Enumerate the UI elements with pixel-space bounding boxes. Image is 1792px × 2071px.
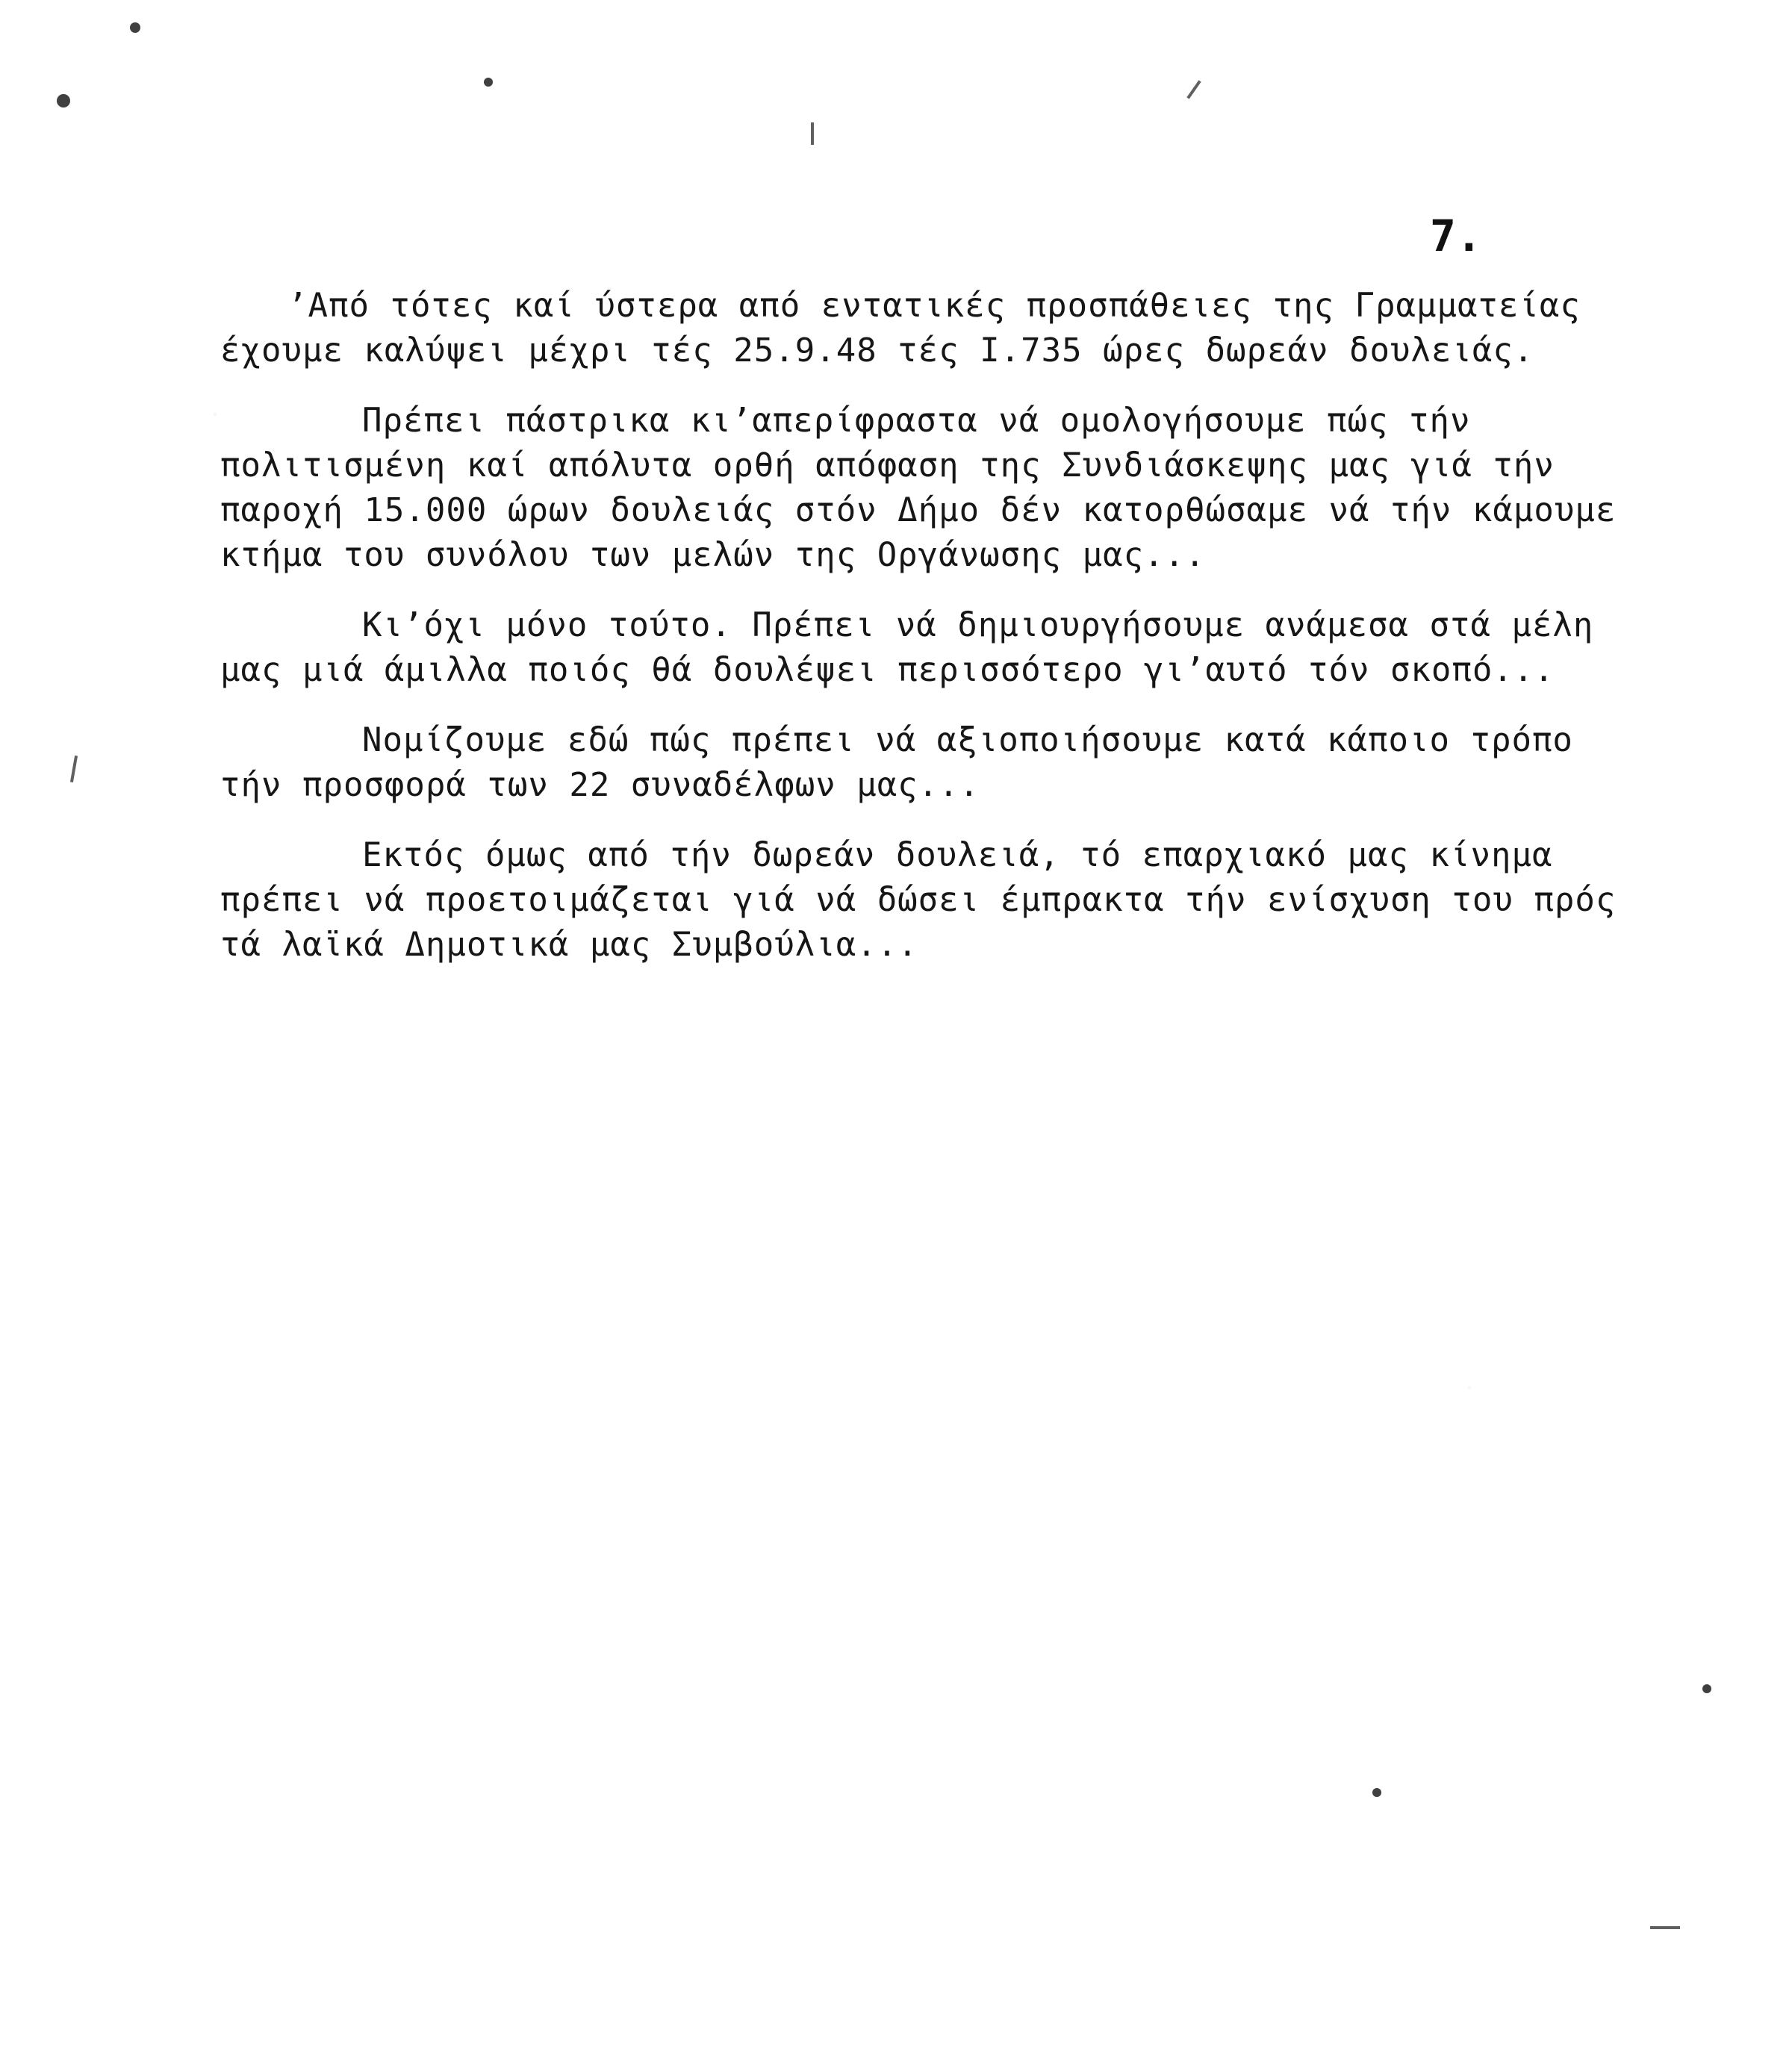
scan-dash: [811, 122, 814, 145]
scan-dash: [1650, 1926, 1680, 1929]
scan-speck: [1372, 1788, 1381, 1797]
scan-speck: [1702, 1684, 1711, 1693]
scan-speck: [57, 94, 70, 108]
paragraph-5: Εκτός όμως από τήν δωρεάν δουλειά, τό επαρχιακό μας κίνημα πρέπει νά προετοιμάζεται γιά νά δώσει έμπρακτα τήν ενίσχυση του πρός τά λαϊκά Δημοτικά μας Συμβούλια...: [220, 836, 1637, 964]
paragraph-3: Κι’όχι μόνο τούτο. Πρέπει νά δημιουργήσουμε ανάμεσα στά μέλη μας μιά άμιλλα ποιός θά δουλέψει περισσότερο γι’αυτό τόν σκοπό...: [220, 606, 1614, 689]
document-body: [220, 284, 1639, 993]
scan-speck: [484, 78, 493, 87]
scan-dash: [1186, 80, 1201, 99]
page-number: 7.: [1430, 211, 1482, 261]
paragraph-4: Νομίζουμε εδώ πώς πρέπει νά αξιοποιήσουμε κατά κάποιο τρόπο τήν προσφορά των 22 συναδέλφων μας...: [220, 721, 1594, 804]
paragraph-2: Πρέπει πάστρικα κι’απερίφραστα νά ομολογήσουμε πώς τήν πολιτισμένη καί απόλυτα ορθή απόφαση της Συνδιάσκεψης μας γιά τήν παροχή 15.000 ώρων δουλειάς στόν Δήμο δέν κατορθώσαμε νά τήν κάμουμε κτήμα του συνόλου των μελών της Οργάνωσης μας...: [220, 402, 1637, 574]
scan-dash: [70, 756, 78, 782]
scan-speck: [130, 22, 140, 33]
paragraph-1: ’Από τότες καί ύστερα από εντατικές προσπάθειες της Γραμματείας έχουμε καλύψει μέχρι τές 25.9.48 τές Ι.735 ώρες δωρεάν δουλειάς.: [220, 287, 1602, 370]
